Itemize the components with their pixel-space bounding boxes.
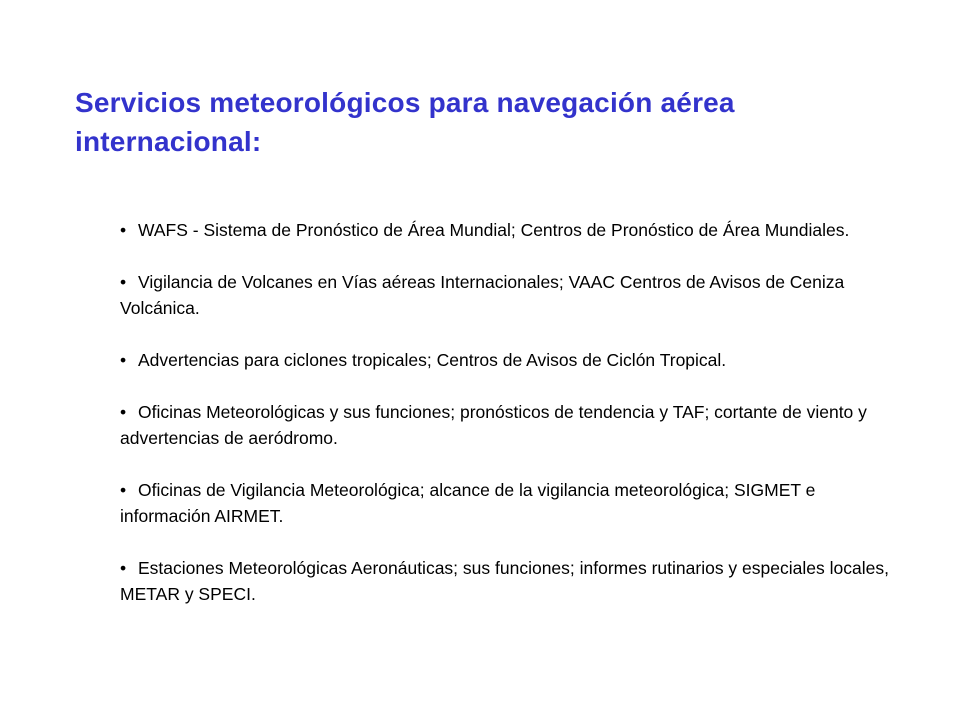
slide-title: Servicios meteorológicos para navegación aérea internacional: xyxy=(75,87,735,157)
bullet-item-ciclones xyxy=(120,347,890,373)
bullet-dot-icon: • xyxy=(120,272,127,292)
bullet-item-vigilancia xyxy=(120,477,890,529)
bullet-item-estaciones xyxy=(120,555,890,607)
bullet-item-volcanes xyxy=(120,269,890,321)
bullet-text: Oficinas de Vigilancia Meteorológica; alcance de la vigilancia meteorológica; SIGMET e información AIRMET. xyxy=(120,480,816,526)
bullet-item-oficinas xyxy=(120,399,890,451)
bullet-text: Oficinas Meteorológicas y sus funciones; pronósticos de tendencia y TAF; cortante de viento y advertencias de aeródromo. xyxy=(120,402,867,448)
bullet-text: Vigilancia de Volcanes en Vías aéreas Internacionales; VAAC Centros de Avisos de Ceniza Volcánica. xyxy=(120,272,845,318)
bullet-list xyxy=(120,217,890,633)
bullet-item-wafs xyxy=(120,217,890,243)
bullet-dot-icon: • xyxy=(120,558,127,578)
bullet-text: Advertencias para ciclones tropicales; Centros de Avisos de Ciclón Tropical. xyxy=(138,350,727,370)
bullet-dot-icon: • xyxy=(120,220,127,240)
bullet-dot-icon: • xyxy=(120,480,127,500)
bullet-text: Estaciones Meteorológicas Aeronáuticas; sus funciones; informes rutinarios y especiales locales, METAR y SPECI. xyxy=(120,558,889,604)
bullet-dot-icon: • xyxy=(120,402,127,422)
bullet-text: WAFS - Sistema de Pronóstico de Área Mundial; Centros de Pronóstico de Área Mundiales. xyxy=(138,220,850,240)
bullet-dot-icon: • xyxy=(120,350,127,370)
